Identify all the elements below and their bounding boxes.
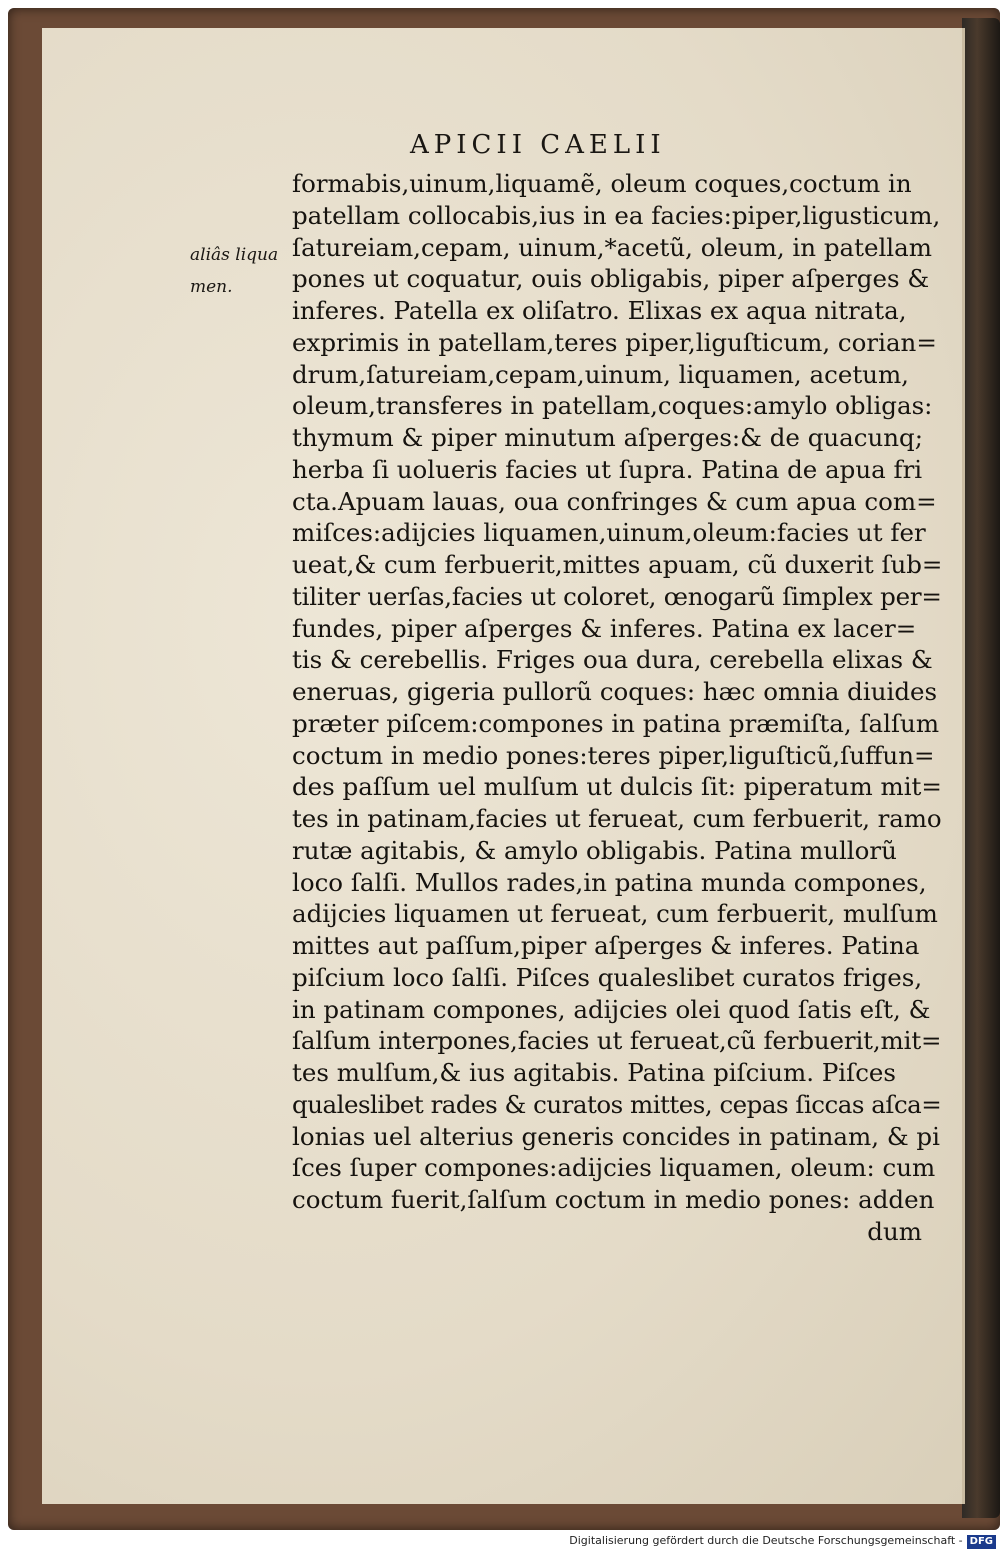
marginal-note-line: men. [190, 276, 233, 297]
marginal-note-line: aliâs liqua [190, 245, 279, 265]
text-line: exprimis in patellam,teres piper,liguſticum, corian= [292, 327, 937, 357]
text-line: cta.Apuam lauas, oua confringes & cum apua com= [292, 486, 937, 516]
text-line: herba ſi uolueris facies ut ſupra. Patina de apua fri [292, 454, 923, 484]
catchword: dum [867, 1216, 922, 1246]
text-line: miſces:adijcies liquamen,uinum,oleum:facies ut fer [292, 518, 926, 548]
text-line: des paſſum uel mulſum ut dulcis ſit: piperatum mit= [292, 772, 942, 802]
book-spine-edge [962, 18, 1000, 1518]
text-line: qualeslibet rades & curatos mittes, cepas ſiccas aſca= [292, 1089, 942, 1119]
text-line: tis & cerebellis. Friges oua dura, cerebella elixas & [292, 645, 933, 675]
text-line: ſces ſuper compones:adijcies liquamen, oleum: cum [292, 1153, 936, 1183]
running-head: APICII CAELII [410, 130, 666, 160]
text-line: mittes aut paſſum,piper aſperges & inferes. Patina [292, 931, 920, 960]
text-line: piſcium loco ſalſi. Piſces qualeslibet curatos friges, [292, 962, 923, 992]
text-line: præter piſcem:compones in patina præmiſta, ſalſum [292, 708, 940, 738]
dfg-logo: DFG [967, 1535, 996, 1549]
text-line: ſalſum interpones,facies ut ferueat,cũ ferbuerit,mit= [292, 1026, 942, 1056]
text-line: rutæ agitabis, & amylo obligabis. Patina mullorũ [292, 835, 897, 865]
marginal-note [190, 240, 290, 304]
text-line: tes mulſum,& ius agitabis. Patina piſcium. Piſces [292, 1058, 896, 1087]
text-line: coctum in medio pones:teres piper,liguſticũ,ſuffun= [292, 740, 935, 770]
text-line: drum,ſatureiam,cepam,uinum, liquamen, acetum, [292, 359, 909, 389]
digitization-credit [0, 1532, 996, 1550]
text-line: formabis,uinum,liquamẽ, oleum coques,coctum in [292, 169, 912, 198]
text-line: tiliter uerſas,facies ut coloret, œnogarũ ſimplex per= [292, 581, 942, 611]
text-line: fundes, piper aſperges & inferes. Patina ex lacer= [292, 613, 917, 643]
text-line: adijcies liquamen ut ferueat, cum ferbuerit, mulſum [292, 899, 938, 929]
text-line: ſatureiam,cepam, uinum,*acetũ, oleum, in patellam [292, 232, 932, 262]
text-line: lonias uel alterius generis concides in patinam, & pi [292, 1121, 940, 1151]
text-line: loco ſalſi. Mullos rades,in patina munda compones, [292, 867, 927, 897]
text-line: patellam collocabis,ius in ea facies:piper,ligusticum, [292, 200, 941, 230]
body-text [292, 168, 942, 1248]
text-line: eneruas, gigeria pullorũ coques: hæc omnia diuides [292, 677, 938, 706]
text-line: thymum & piper minutum aſperges:& de quacunq; [292, 423, 923, 452]
credit-text: Digitalisierung gefördert durch die Deutsche Forschungsgemeinschaft - [569, 1534, 963, 1547]
text-line: ueat,& cum ferbuerit,mittes apuam, cũ duxerit ſub= [292, 550, 942, 579]
text-line: coctum fuerit,ſalſum coctum in medio pones: adden [292, 1185, 935, 1214]
text-line: tes in patinam,facies ut ferueat, cum ferbuerit, ramo [292, 804, 942, 833]
text-line: pones ut coquatur, ouis obligabis, piper aſperges & [292, 264, 930, 294]
text-line: in patinam compones, adijcies olei quod ſatis eſt, & [292, 994, 931, 1024]
text-line: inferes. Patella ex oliſatro. Elixas ex aqua nitrata, [292, 296, 907, 325]
text-line: oleum,transferes in patellam,coques:amylo obligas: [292, 391, 933, 421]
